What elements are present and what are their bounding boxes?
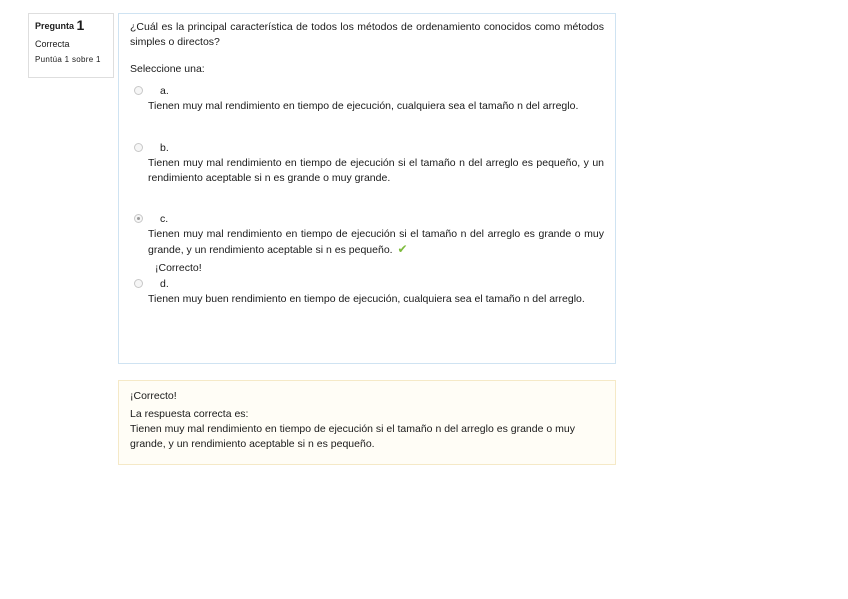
answer-prompt: Seleccione una: (130, 63, 205, 75)
option-b-radio[interactable] (134, 143, 143, 152)
outcome-panel (118, 380, 616, 465)
option-c-text: Tienen muy mal rendimiento en tiempo de ejecución si el tamaño n del arreglo es grande o muy grande, y un rendimiento aceptable si n es pequeño. (148, 228, 604, 256)
general-feedback: ¡Correcto! (130, 390, 177, 402)
option-c[interactable] (130, 212, 604, 258)
option-d-letter: d. (160, 278, 169, 290)
option-a-letter: a. (160, 85, 169, 97)
option-a-radio[interactable] (134, 86, 143, 95)
answer-options (130, 84, 604, 307)
option-d-text: Tienen muy buen rendimiento en tiempo de ejecución, cualquiera sea el tamaño n del arreglo. (148, 293, 585, 305)
question-number (35, 17, 107, 34)
option-c-radio[interactable] (134, 214, 143, 223)
option-b-letter: b. (160, 142, 169, 154)
question-formulation (118, 13, 616, 364)
option-c-text-wrap (148, 227, 604, 258)
right-answer: Tienen muy mal rendimiento en tiempo de ejecución si el tamaño n del arreglo es grande o muy grande, y un rendimiento aceptable si n es pequeño. (130, 423, 575, 450)
question-state: Correcta (35, 39, 70, 49)
option-c-letter: c. (160, 213, 169, 225)
question-label: Pregunta (35, 21, 75, 31)
option-b[interactable] (130, 141, 604, 186)
option-b-text: Tienen muy mal rendimiento en tiempo de ejecución si el tamaño n del arreglo es pequeño, y un rendimiento aceptable si n es grande o muy grande. (148, 157, 604, 184)
option-d-radio[interactable] (134, 279, 143, 288)
option-c-feedback: ¡Correcto! (155, 262, 202, 274)
option-d[interactable] (130, 277, 604, 307)
option-a-text: Tienen muy mal rendimiento en tiempo de ejecución, cualquiera sea el tamaño n del arreglo. (148, 100, 579, 112)
right-answer-label: La respuesta correcta es: (130, 408, 249, 420)
question-grade: Puntúa 1 sobre 1 (35, 55, 101, 64)
checkmark-icon: ✔ (397, 242, 408, 256)
question-text: ¿Cuál es la principal característica de todos los métodos de ordenamiento conocidos como métodos simples o directos? (130, 21, 604, 48)
question-number-value: 1 (76, 17, 85, 33)
option-a[interactable] (130, 84, 604, 114)
question-info-panel (28, 13, 114, 78)
